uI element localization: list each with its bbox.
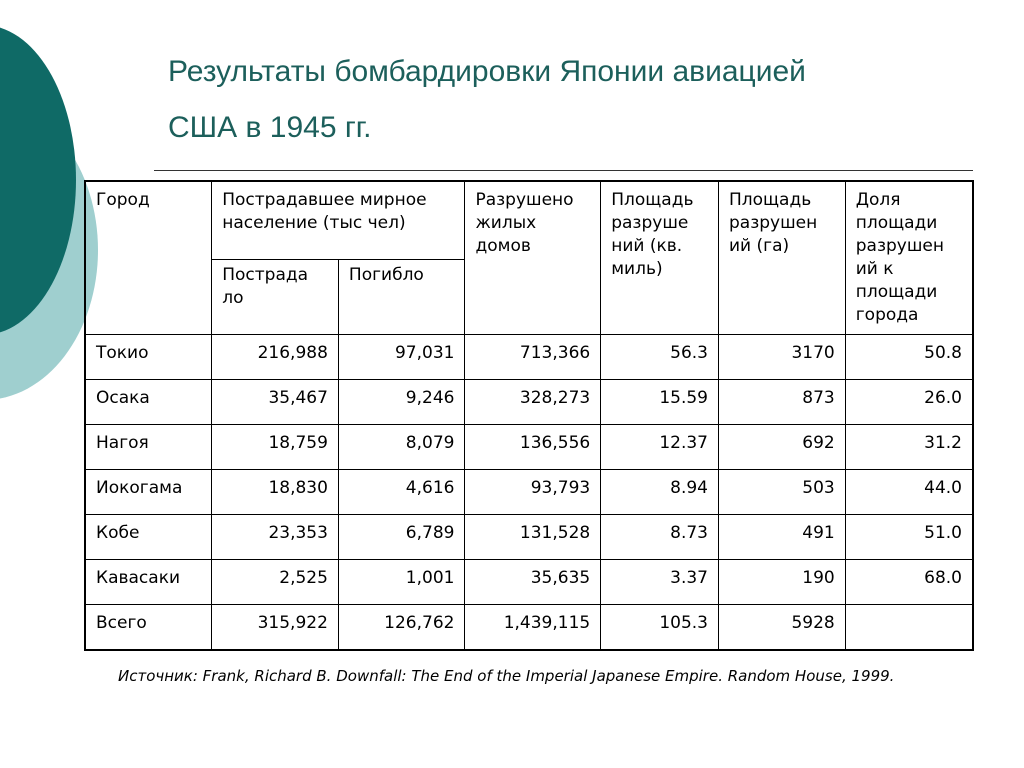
- cell-area-sq-mi: 8.73: [601, 515, 719, 560]
- cell-houses: 713,366: [465, 335, 601, 380]
- bombing-results-table: [84, 180, 974, 651]
- header-share: Доля площади разрушен ий к площади города: [845, 181, 973, 335]
- cell-affected: 18,830: [212, 470, 339, 515]
- cell-affected: 35,467: [212, 380, 339, 425]
- cell-area-sq-mi: 12.37: [601, 425, 719, 470]
- table-row: [85, 380, 973, 425]
- cell-affected: 18,759: [212, 425, 339, 470]
- table-row: [85, 335, 973, 380]
- header-row-1: [85, 181, 973, 260]
- slide-title: [168, 44, 968, 156]
- cell-city: Осака: [85, 380, 212, 425]
- cell-area-sq-mi: 15.59: [601, 380, 719, 425]
- cell-share: 51.0: [845, 515, 973, 560]
- cell-city: Токио: [85, 335, 212, 380]
- cell-area-ha: 491: [719, 515, 846, 560]
- cell-houses: 1,439,115: [465, 605, 601, 651]
- cell-share: 44.0: [845, 470, 973, 515]
- header-affected: Пострада ло: [212, 260, 339, 335]
- cell-city: Нагоя: [85, 425, 212, 470]
- cell-city: Кобе: [85, 515, 212, 560]
- cell-killed: 6,789: [338, 515, 465, 560]
- header-civilians: Пострадавшее мирное население (тыс чел): [212, 181, 465, 260]
- title-line-1: Результаты бомбардировки Японии авиацией: [168, 55, 806, 88]
- title-divider: [154, 170, 973, 171]
- table-row: [85, 470, 973, 515]
- cell-affected: 23,353: [212, 515, 339, 560]
- cell-killed: 97,031: [338, 335, 465, 380]
- cell-area-ha: 5928: [719, 605, 846, 651]
- cell-area-ha: 3170: [719, 335, 846, 380]
- cell-area-sq-mi: 105.3: [601, 605, 719, 651]
- cell-houses: 93,793: [465, 470, 601, 515]
- cell-area-ha: 190: [719, 560, 846, 605]
- cell-killed: 126,762: [338, 605, 465, 651]
- cell-share: 68.0: [845, 560, 973, 605]
- cell-area-ha: 692: [719, 425, 846, 470]
- cell-killed: 8,079: [338, 425, 465, 470]
- cell-affected: 315,922: [212, 605, 339, 651]
- cell-houses: 328,273: [465, 380, 601, 425]
- cell-share: [845, 605, 973, 651]
- header-area-ha: Площадь разрушен ий (га): [719, 181, 846, 335]
- header-city: Город: [85, 181, 212, 335]
- cell-killed: 1,001: [338, 560, 465, 605]
- table-row: [85, 425, 973, 470]
- title-line-2: США в 1945 гг.: [168, 111, 372, 144]
- header-area-sq-mi: Площадь разруше ний (кв. миль): [601, 181, 719, 335]
- total-row: [85, 605, 973, 651]
- cell-area-sq-mi: 56.3: [601, 335, 719, 380]
- cell-share: 50.8: [845, 335, 973, 380]
- cell-houses: 35,635: [465, 560, 601, 605]
- cell-share: 31.2: [845, 425, 973, 470]
- cell-houses: 136,556: [465, 425, 601, 470]
- cell-area-sq-mi: 8.94: [601, 470, 719, 515]
- header-killed: Погибло: [338, 260, 465, 335]
- table-row: [85, 560, 973, 605]
- cell-city: Кавасаки: [85, 560, 212, 605]
- cell-city: Всего: [85, 605, 212, 651]
- cell-affected: 216,988: [212, 335, 339, 380]
- cell-area-sq-mi: 3.37: [601, 560, 719, 605]
- cell-killed: 9,246: [338, 380, 465, 425]
- cell-area-ha: 503: [719, 470, 846, 515]
- cell-houses: 131,528: [465, 515, 601, 560]
- cell-killed: 4,616: [338, 470, 465, 515]
- cell-area-ha: 873: [719, 380, 846, 425]
- cell-affected: 2,525: [212, 560, 339, 605]
- cell-city: Иокогама: [85, 470, 212, 515]
- source-citation: Источник: Frank, Richard B. Downfall: The End of the Imperial Japanese Empire. Random House, 1999.: [118, 667, 895, 685]
- cell-share: 26.0: [845, 380, 973, 425]
- header-houses: Разрушено жилых домов: [465, 181, 601, 335]
- table-row: [85, 515, 973, 560]
